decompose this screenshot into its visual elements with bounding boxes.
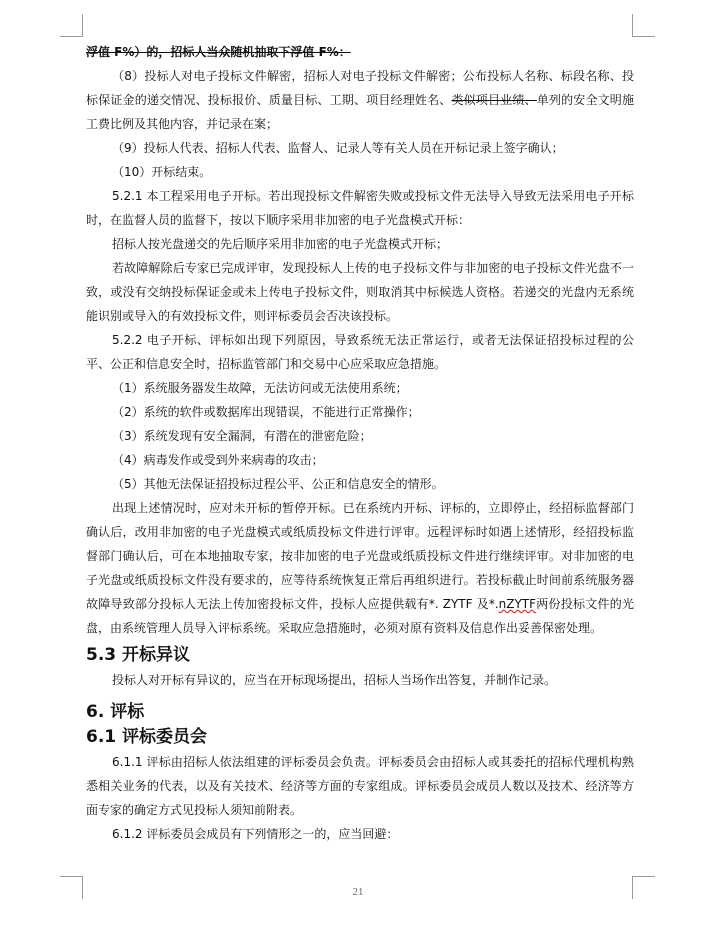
heading-6-1: 6.1 评标委员会 (86, 727, 208, 747)
crop-mark-top-right (632, 14, 655, 37)
struck-text: 类似项目业绩、 (451, 93, 537, 107)
list-item: （1）系统服务器发生故障，无法访问或无法使用系统； (112, 381, 408, 395)
paragraph-item-9: （9）投标人代表、招标人代表、监督人、记录人等有关人员在开标记录上签字确认； (112, 141, 564, 155)
list-item: （2）系统的软件或数据库出现错误，不能进行正常操作； (112, 405, 420, 419)
paragraph-cd-mode: 招标人按光盘递交的先后顺序采用非加密的电子光盘模式开标； (112, 237, 449, 251)
paragraph-item-8: （8）投标人对电子投标文件解密，招标人对电子投标文件解密；公布投标人名称、标段名称、投标保证金的递交情况、投标报价、质量目标、工期、项目经理姓名、类似项目业绩、单列的安全文明施工费比例及其他内容，并记录在案； (86, 69, 634, 131)
paragraph-5-3: 投标人对开标有异议的，应当在开标现场提出，招标人当场作出答复，并制作记录。 (112, 673, 557, 687)
paragraph-6-1-1: 6.1.1 评标由招标人依法组建的评标委员会负责。评标委员会由招标人或其委托的招标代理机构熟悉相关业务的代表，以及有关技术、经济等方面的专家组成。评标委员会成员人数以及技术、经济等方面专家的确定方式见投标人须知前附表。 (86, 755, 634, 817)
list-item: （4）病毒发作或受到外来病毒的攻击； (112, 453, 324, 467)
paragraph-emergency: 出现上述情况时，应对未开标的暂停开标。已在系统内开标、评标的，立即停止，经招标监督部门确认后，改用非加密的电子光盘模式或纸质投标文件进行评审。远程评标时如遇上述情形，经招投标监督部门确认后，可在本地抽取专家，按非加密的电子光盘或纸质投标文件进行继续评审。对非加密的电子光盘或纸质投标文件没有要求的，应等待系统恢复正常后再组织进行。若投标截止时间前系统服务器故障导致部分投标人无法上传加密投标文件，投标人应提供载有*. ZYTF 及*.nZYTF两份投标文件的光盘，由系统管理人员导入评标系统。采取应急措施时，必须对原有资料及信息作出妥善保密处理。 (86, 501, 634, 635)
page-number: 21 (352, 886, 364, 898)
crop-mark-top-left (60, 14, 83, 37)
spellcheck-flagged-text: nZYTF (498, 597, 537, 611)
list-item: （5）其他无法保证招投标过程公平、公正和信息安全的情形。 (112, 477, 444, 491)
paragraph-fault: 若故障解除后专家已完成评审，发现投标人上传的电子投标文件与非加密的电子投标文件光盘不一致，或没有交纳投标保证金或未上传电子投标文件，则取消其中标候选人资格。若递交的光盘内无系统能识别或导入的有效投标文件，则评标委员会否决该投标。 (86, 261, 634, 323)
heading-6: 6. 评标 (86, 702, 145, 722)
list-item: （3）系统发现有安全漏洞，有潜在的泄密危险； (112, 429, 372, 443)
continued-line: 浮值 F%）的，招标人当众随机抽取下浮值 F%： (86, 45, 351, 59)
page-content (86, 40, 634, 846)
heading-5-3: 5.3 开标异议 (86, 645, 191, 665)
paragraph-item-10: （10）开标结束。 (112, 165, 212, 179)
paragraph-5-2-2: 5.2.2 电子开标、评标如出现下列原因，导致系统无法正常运行，或者无法保证招投标过程的公平、公正和信息安全时，招标监管部门和交易中心应采取应急措施。 (86, 333, 634, 371)
paragraph-6-1-2: 6.1.2 评标委员会成员有下列情形之一的，应当回避： (112, 827, 399, 841)
paragraph-5-2-1: 5.2.1 本工程采用电子开标。若出现投标文件解密失败或投标文件无法导入导致无法采用电子开标时，在监督人员的监督下，按以下顺序采用非加密的电子光盘模式开标： (86, 189, 634, 227)
